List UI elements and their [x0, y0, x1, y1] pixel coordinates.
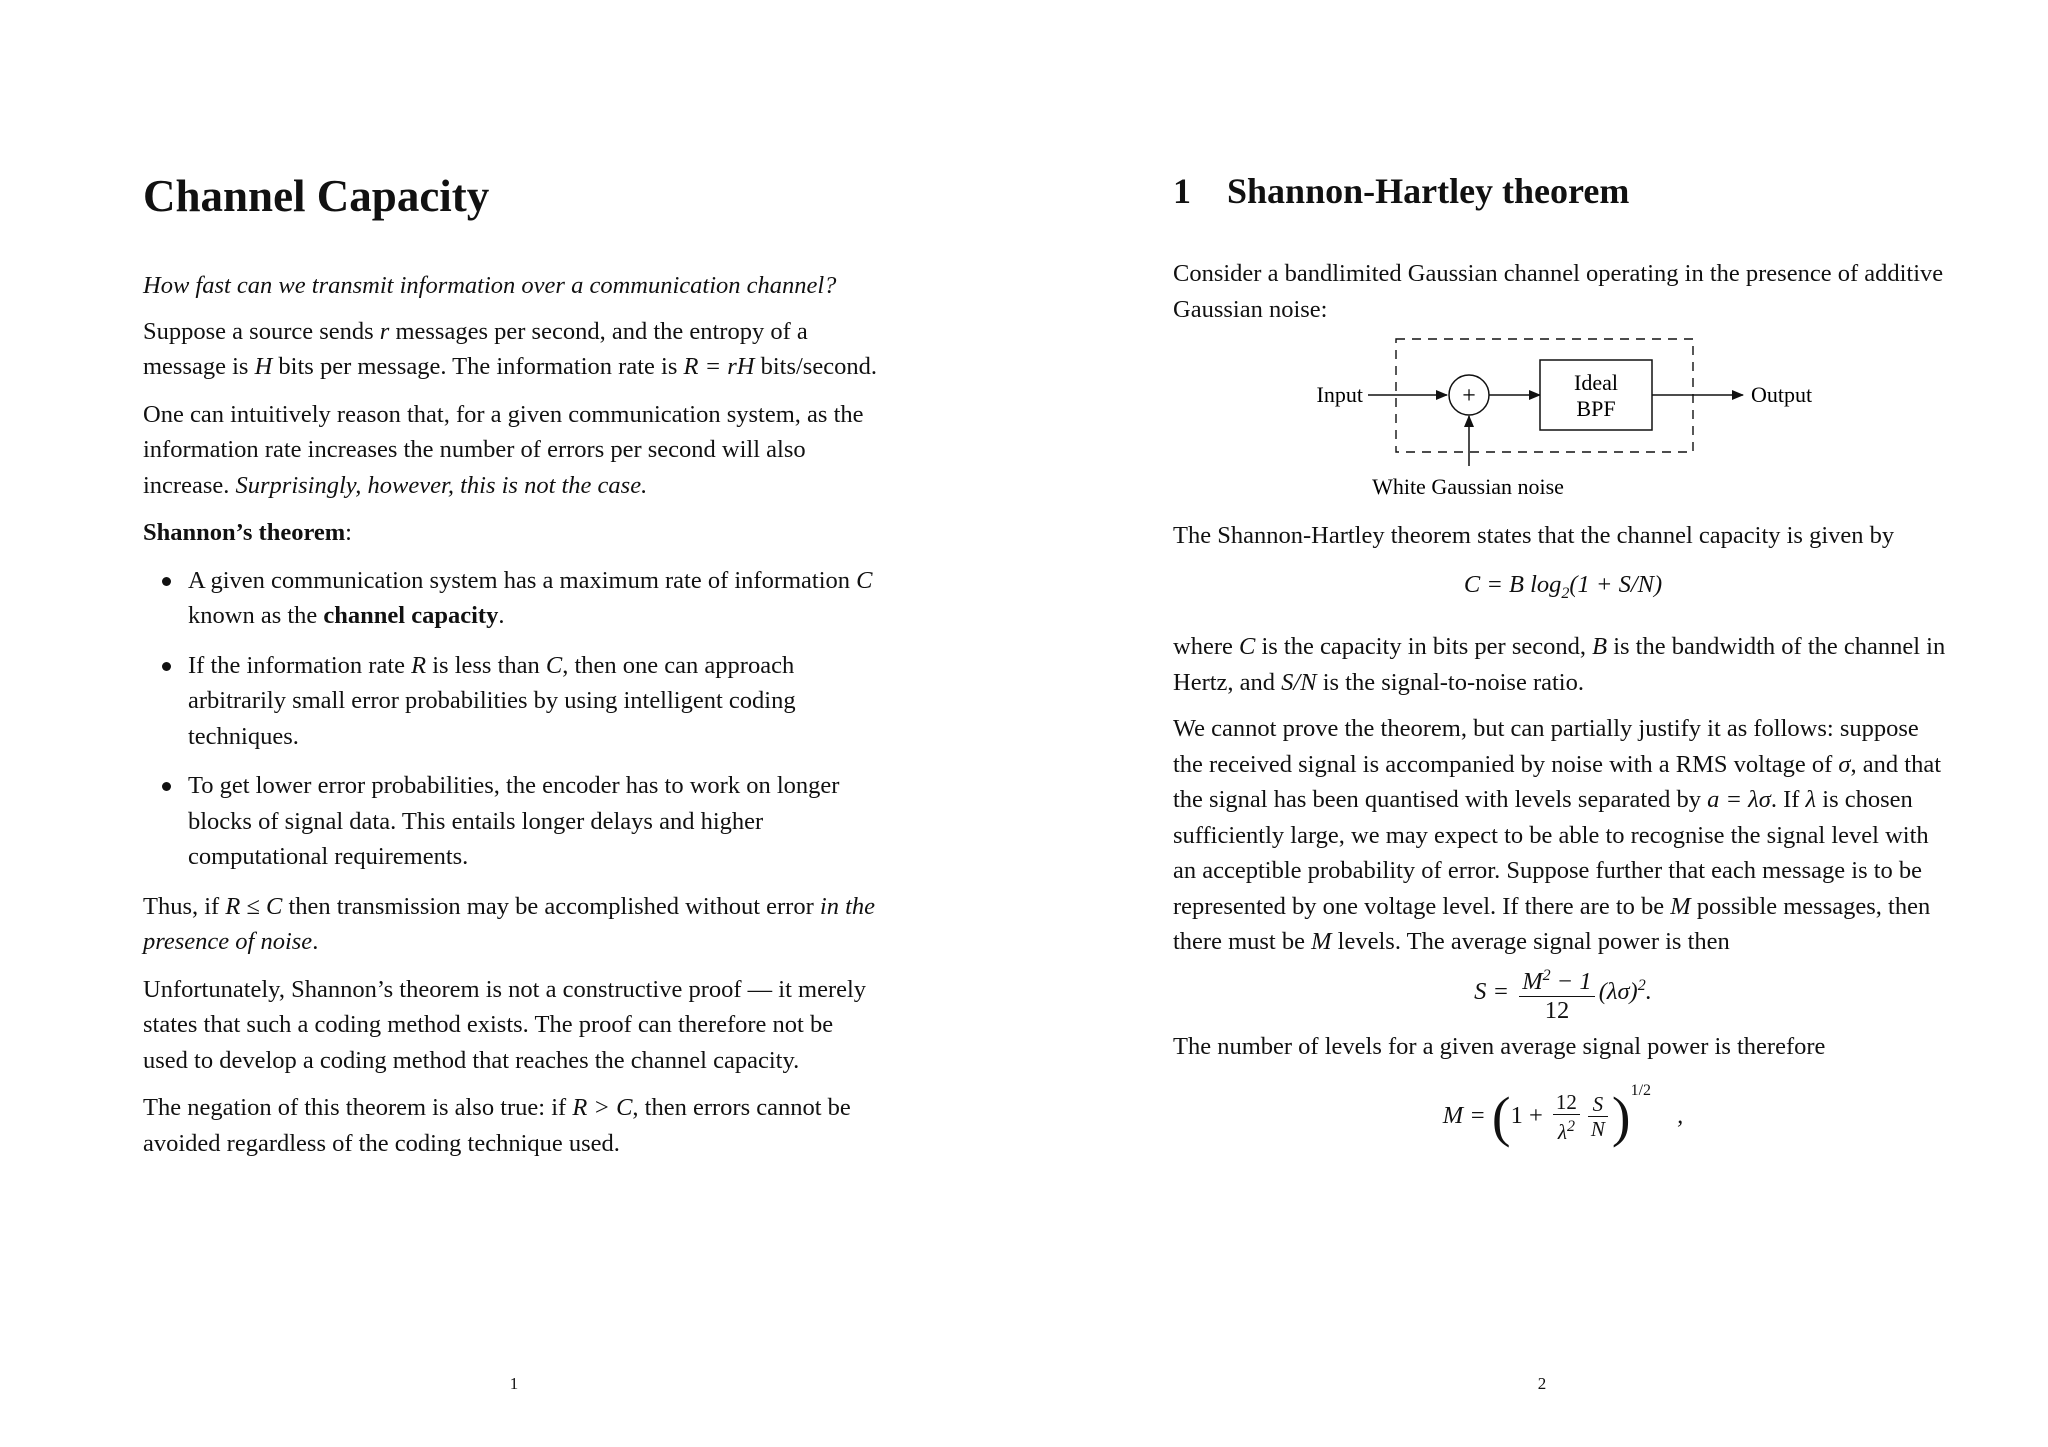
paragraph-justification [1173, 711, 1953, 960]
text: , then one can approach arbitrarily small error probabilities by using intelligent coding techniques. [188, 651, 796, 750]
filter-label-line1: Ideal [1574, 370, 1618, 395]
equation-channel-capacity [1173, 565, 1953, 614]
equation-part: (1 + S/N) [1569, 570, 1663, 598]
left-parenthesis: ( [1491, 1085, 1511, 1148]
fraction [1553, 1090, 1580, 1144]
paragraph-unfortunately: Unfortunately, Shannon’s theorem is not a constructive proof — it merely states that such a coding method exists. The proof can therefore not be used to develop a coding method that reaches the channel capacity. [143, 975, 867, 1074]
fraction [1588, 1092, 1608, 1141]
text: A given communication system has a maximum rate of information [188, 566, 857, 594]
section-title: Shannon-Hartley theorem [1227, 171, 1630, 211]
text: : [345, 519, 352, 546]
equation-superscript: 2 [1637, 976, 1646, 994]
text: , and that the signal has been quantised with levels separated by [1173, 750, 1942, 814]
equation-superscript: 2 [1566, 1117, 1575, 1135]
text: is chosen sufficiently large, we may expect to be able to recognise the signal level with an acceptible probability of error. Suppose further that each message is to be represented by one voltage level. If there are to be [1173, 786, 1929, 920]
equation-part: λ [1557, 1119, 1567, 1144]
equation-part: C = B log [1463, 570, 1562, 598]
equation-part: , [1677, 1101, 1684, 1129]
math-c: C [856, 566, 873, 594]
text: is the bandwidth of the channel in Hertz, and [1173, 633, 1946, 696]
adder-symbol: + [1462, 383, 1476, 409]
math-b: B [1592, 633, 1608, 661]
text: possible messages, then there must be [1173, 892, 1931, 956]
document-title: Channel Capacity [143, 171, 490, 221]
paragraph-negation [143, 1090, 883, 1161]
fraction-denominator [1553, 1115, 1580, 1144]
equation-part: (λσ) [1598, 978, 1638, 1006]
equation-part: S = [1474, 978, 1510, 1006]
equation-part: . [1645, 978, 1652, 1006]
math-inequality: R > C [572, 1094, 633, 1121]
emphasis-text: in the presence of noise [143, 892, 876, 955]
left-body [143, 268, 883, 1173]
theorem-bullet-list [143, 563, 883, 875]
right-parenthesis: ) [1611, 1085, 1631, 1148]
equation-part: − 1 [1550, 968, 1592, 996]
right-body [1173, 518, 1953, 1161]
math-m: M [1670, 892, 1691, 920]
page-number: 2 [1537, 1374, 1547, 1393]
paragraph-information-rate [143, 314, 883, 385]
fraction [1519, 962, 1594, 1025]
math-c: C [545, 651, 563, 679]
text: known as the [188, 602, 324, 629]
math-r: R [411, 651, 427, 679]
paragraph-intuition [143, 397, 883, 504]
math-m: M [1311, 928, 1332, 956]
math-level-spacing: a = λσ [1707, 786, 1771, 814]
bullet-icon [162, 662, 171, 671]
math-lambda: λ [1805, 786, 1817, 814]
equation-exponent: 1/2 [1630, 1081, 1652, 1099]
section-heading [1173, 172, 1953, 212]
text: is less than [426, 651, 546, 679]
paragraph-where [1173, 629, 1953, 700]
text: If the information rate [188, 651, 412, 679]
channel-capacity-term: channel capacity [323, 602, 499, 629]
text: levels. The average signal power is then [1331, 928, 1730, 956]
math-snr: S/N [1281, 668, 1317, 696]
emphasis-text: Surprisingly, however, this is not the case. [235, 471, 648, 499]
intro-question: How fast can we transmit information over a communication channel? [143, 272, 837, 299]
equation-subscript: 2 [1561, 584, 1570, 602]
text: where [1173, 633, 1239, 661]
text: is the signal-to-noise ratio. [1316, 668, 1584, 696]
text: Thus, if [143, 892, 226, 920]
text: bits/second. [754, 353, 877, 380]
fraction-numerator: 12 [1553, 1090, 1580, 1115]
math-rate-eq: R = rH [683, 353, 755, 380]
text: We cannot prove the theorem, but can partially justify it as follows: suppose the received signal is accompanied by noise with a RMS voltage of [1173, 715, 1919, 778]
list-item [143, 768, 883, 875]
math-h: H [254, 353, 273, 380]
text: Suppose a source sends [143, 317, 380, 345]
fraction-numerator: S [1588, 1092, 1608, 1117]
fraction-denominator: N [1590, 1117, 1605, 1142]
equation-part: M = [1442, 1101, 1486, 1129]
text: One can intuitively reason that, for a given communication system, as the information rate increases the number of errors per second will also increase. [143, 400, 864, 499]
equation-part: 1 + [1510, 1101, 1543, 1129]
section-number: 1 [1173, 171, 1191, 211]
noise-label: White Gaussian noise [1372, 474, 1564, 499]
filter-label-line2: BPF [1576, 396, 1616, 421]
list-item [143, 648, 883, 755]
bullet-icon [162, 577, 171, 586]
equation-signal-power [1173, 962, 1953, 1025]
bullet-icon [162, 782, 171, 791]
text: To get lower error probabilities, the encoder has to work on longer blocks of signal data. This entails longer delays and higher computational requirements. [188, 772, 840, 870]
equation-superscript: 2 [1542, 966, 1551, 984]
equation-part: M [1522, 968, 1543, 996]
paragraph-number-of-levels: The number of levels for a given average signal power is therefore [1173, 1033, 1826, 1061]
text: The negation of this theorem is also true: if [143, 1094, 573, 1121]
math-c: C [1238, 633, 1256, 661]
text: messages per second, and the entropy of a message is [143, 317, 808, 380]
fraction-denominator: 12 [1544, 997, 1570, 1025]
paragraph-thus [143, 889, 883, 960]
channel-block-diagram [1268, 328, 1828, 503]
input-label: Input [1316, 382, 1363, 407]
text: . [312, 928, 319, 955]
text: bits per message. The information rate is [272, 353, 684, 380]
paragraph-channel-intro: Consider a bandlimited Gaussian channel operating in the presence of additive Gaussian noise: [1173, 260, 1944, 323]
shannon-label: Shannon’s theorem [143, 519, 346, 546]
text: is the capacity in bits per second, [1255, 633, 1593, 661]
shannon-theorem-heading [143, 515, 883, 551]
fraction-numerator [1519, 962, 1594, 997]
math-r: r [379, 317, 390, 345]
text: . [498, 602, 505, 629]
text: , then errors cannot be avoided regardless of the coding technique used. [143, 1094, 851, 1157]
paragraph-theorem-statement: The Shannon-Hartley theorem states that the channel capacity is given by [1173, 522, 1895, 549]
text: . If [1770, 786, 1806, 814]
list-item [143, 563, 883, 634]
math-inequality: R ≤ C [225, 892, 283, 920]
equation-number-of-levels [1173, 1071, 1953, 1148]
right-page [1024, 0, 2048, 1447]
text: then transmission may be accomplished without error [282, 892, 820, 920]
math-sigma: σ [1838, 750, 1851, 778]
page-number: 1 [509, 1374, 519, 1393]
output-label: Output [1751, 382, 1813, 407]
